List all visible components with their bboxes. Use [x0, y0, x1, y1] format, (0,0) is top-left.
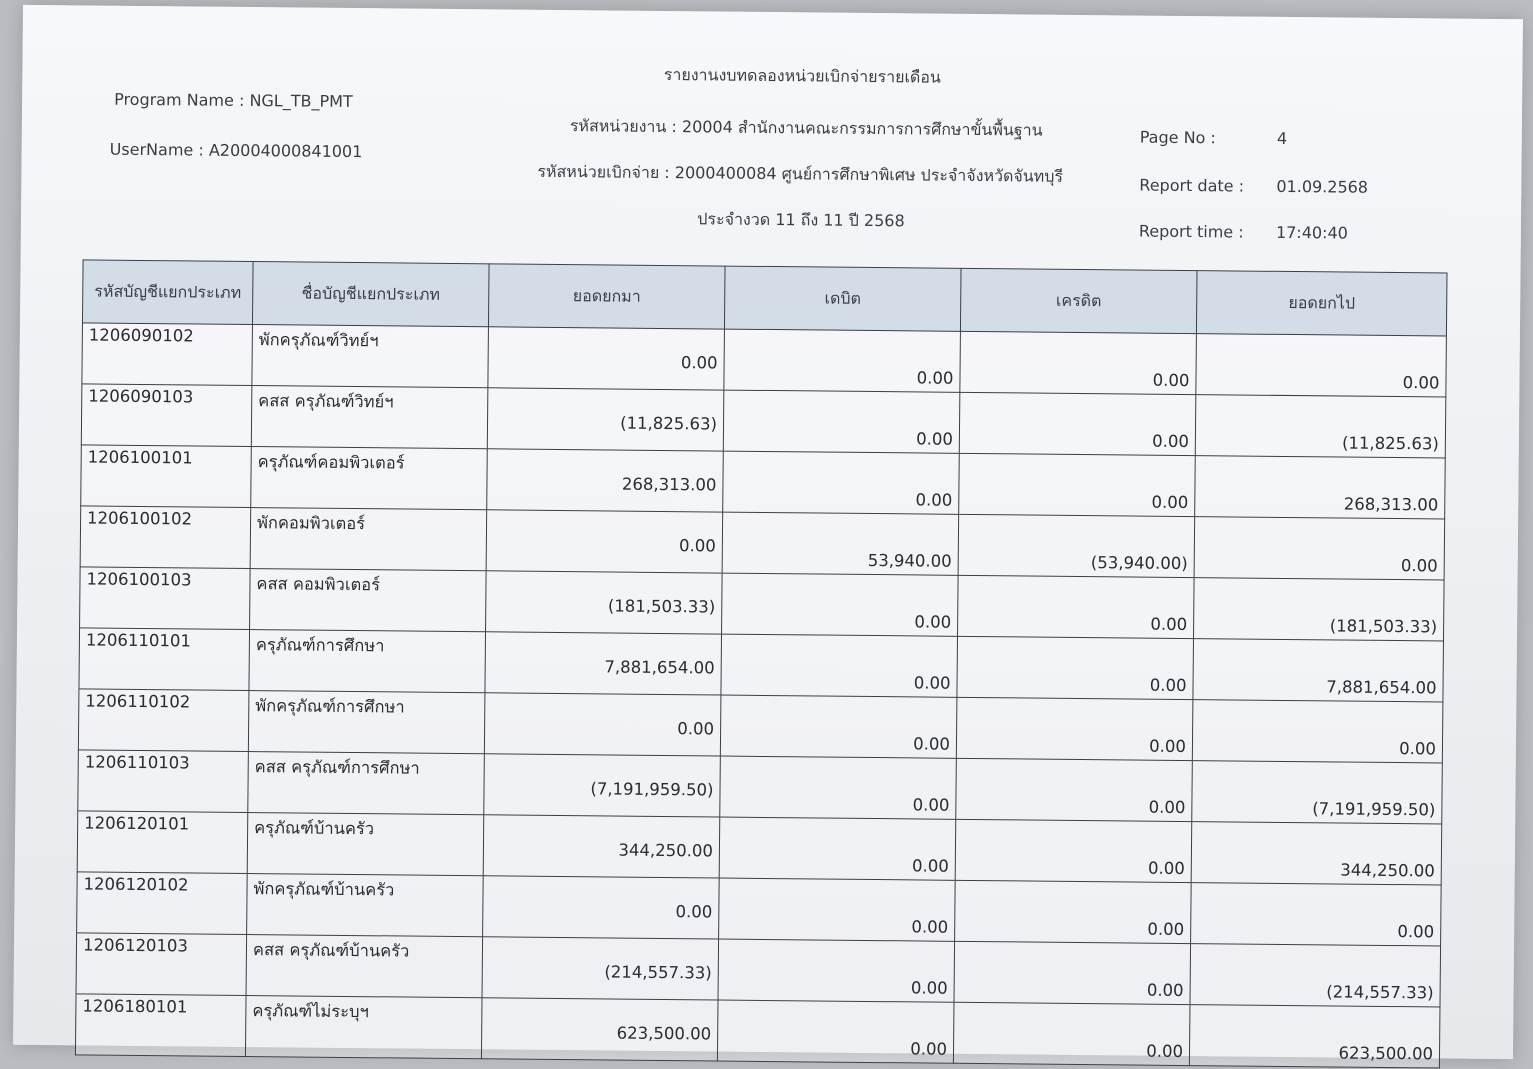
credit-amount: 0.00 — [957, 636, 1194, 699]
col-header-closing-balance: ยอดยกไป — [1196, 271, 1447, 336]
trial-balance-table — [75, 259, 1448, 1068]
opening-balance: 7,881,654.00 — [485, 632, 722, 695]
credit-amount: 0.00 — [960, 331, 1197, 394]
credit-amount: 0.00 — [959, 453, 1196, 516]
account-name: พักครุภัณฑ์วิทย์ฯ — [252, 325, 489, 388]
account-name: คสส ครุภัณฑ์บ้านครัว — [246, 935, 483, 998]
disbursing-line — [537, 160, 1063, 190]
report-time-value: 17:40:40 — [1275, 222, 1348, 243]
closing-balance: 623,500.00 — [1189, 1005, 1440, 1068]
closing-balance: (7,191,959.50) — [1192, 761, 1443, 824]
opening-balance: 0.00 — [486, 510, 723, 573]
debit-amount: 0.00 — [717, 1000, 954, 1063]
program-name-value: NGL_TB_PMT — [249, 91, 353, 111]
debit-amount: 0.00 — [719, 878, 956, 941]
account-code: 1206110103 — [78, 750, 249, 813]
closing-balance: 7,881,654.00 — [1193, 639, 1444, 702]
agency-value: 20004 สำนักงานคณะกรรมการการศึกษาขั้นพื้นฐาน — [681, 117, 1043, 140]
opening-balance: (181,503.33) — [486, 571, 723, 634]
debit-amount: 0.00 — [724, 329, 961, 392]
account-name: ครุภัณฑ์การศึกษา — [249, 630, 486, 693]
closing-balance: 0.00 — [1191, 883, 1442, 946]
program-name — [114, 90, 353, 111]
account-code: 1206090103 — [81, 384, 252, 447]
closing-balance: 268,313.00 — [1195, 456, 1446, 519]
account-code: 1206100103 — [80, 567, 251, 630]
account-name: พักครุภัณฑ์การศึกษา — [248, 691, 485, 754]
agency-line — [570, 114, 1043, 144]
col-header-account-code: รหัสบัญชีแยกประเภท — [82, 260, 253, 325]
opening-balance: 623,500.00 — [481, 998, 718, 1061]
closing-balance: (181,503.33) — [1193, 578, 1444, 641]
opening-balance: 344,250.00 — [483, 815, 720, 878]
opening-balance: (214,557.33) — [482, 937, 719, 1000]
debit-amount: 0.00 — [720, 695, 957, 758]
account-code: 1206120101 — [77, 811, 248, 874]
col-header-opening-balance: ยอดยกมา — [488, 264, 725, 329]
closing-balance: 0.00 — [1196, 334, 1447, 397]
account-code: 1206120103 — [76, 933, 247, 996]
opening-balance: 0.00 — [484, 693, 721, 756]
user-name-value: A20004000841001 — [208, 140, 363, 162]
disbursing-value: 2000400084 ศูนย์การศึกษาพิเศษ ประจำจังหวัดจันทบุรี — [674, 163, 1064, 186]
account-name: คสส คอมพิวเตอร์ — [250, 569, 487, 632]
debit-amount: 0.00 — [723, 451, 960, 514]
closing-balance: (214,557.33) — [1190, 944, 1441, 1007]
report-sheet — [13, 5, 1523, 1064]
credit-amount: (53,940.00) — [958, 514, 1195, 577]
credit-amount: 0.00 — [959, 392, 1196, 455]
col-header-account-name: ชื่อบัญชีแยกประเภท — [252, 262, 489, 327]
account-code: 1206110102 — [78, 689, 249, 752]
credit-amount: 0.00 — [954, 941, 1191, 1004]
opening-balance: 0.00 — [483, 876, 720, 939]
account-code: 1206090102 — [82, 323, 253, 386]
opening-balance: (7,191,959.50) — [484, 754, 721, 817]
user-name-label: UserName : — [109, 139, 204, 160]
account-name: ครุภัณฑ์ไม่ระบุฯ — [245, 996, 482, 1059]
debit-amount: 0.00 — [721, 634, 958, 697]
closing-balance: (11,825.63) — [1195, 395, 1446, 458]
debit-amount: 0.00 — [722, 573, 959, 636]
user-name — [110, 140, 363, 161]
opening-balance: 0.00 — [488, 327, 725, 390]
credit-amount: 0.00 — [955, 880, 1192, 943]
report-time — [1139, 222, 1348, 243]
table-row — [75, 994, 1440, 1068]
report-title: รายงานงบทดลองหน่วยเบิกจ่ายรายเดือน — [663, 64, 941, 87]
disbursing-label: รหัสหน่วยเบิกจ่าย : — [537, 161, 670, 183]
credit-amount: 0.00 — [956, 758, 1193, 821]
opening-balance: (11,825.63) — [487, 388, 724, 451]
account-name: พักคอมพิวเตอร์ — [250, 508, 487, 571]
debit-amount: 0.00 — [720, 756, 957, 819]
report-date — [1139, 176, 1368, 197]
account-code: 1206180101 — [75, 994, 246, 1057]
account-code: 1206100102 — [80, 506, 251, 569]
debit-amount: 0.00 — [723, 390, 960, 453]
account-name: พักครุภัณฑ์บ้านครัว — [247, 874, 484, 937]
account-name: ครุภัณฑ์คอมพิวเตอร์ — [251, 447, 488, 510]
col-header-credit: เครดิต — [960, 268, 1197, 333]
debit-amount: 0.00 — [718, 939, 955, 1002]
credit-amount: 0.00 — [958, 575, 1195, 638]
agency-label: รหัสหน่วยงาน : — [569, 116, 677, 137]
closing-balance: 344,250.00 — [1191, 822, 1442, 885]
credit-amount: 0.00 — [953, 1002, 1190, 1065]
page-number-value: 4 — [1276, 128, 1288, 148]
page-number — [1140, 128, 1287, 148]
report-period: ประจำงวด 11 ถึง 11 ปี 2568 — [697, 209, 905, 231]
opening-balance: 268,313.00 — [487, 449, 724, 512]
col-header-debit: เดบิต — [724, 266, 961, 331]
debit-amount: 0.00 — [719, 817, 956, 880]
account-code: 1206100101 — [81, 445, 252, 508]
program-name-label: Program Name : — [114, 89, 245, 110]
page-number-label: Page No : — [1139, 127, 1216, 148]
debit-amount: 53,940.00 — [722, 512, 959, 575]
credit-amount: 0.00 — [956, 697, 1193, 760]
closing-balance: 0.00 — [1194, 517, 1445, 580]
account-name: ครุภัณฑ์บ้านครัว — [247, 813, 484, 876]
account-code: 1206120102 — [77, 872, 248, 935]
report-time-label: Report time : — [1138, 221, 1244, 242]
account-name: คสส ครุภัณฑ์วิทย์ฯ — [251, 386, 488, 449]
closing-balance: 0.00 — [1192, 700, 1443, 763]
report-date-label: Report date : — [1139, 175, 1245, 196]
account-code: 1206110101 — [79, 628, 250, 691]
account-name: คสส ครุภัณฑ์การศึกษา — [248, 752, 485, 815]
credit-amount: 0.00 — [955, 819, 1192, 882]
report-date-value: 01.09.2568 — [1276, 176, 1369, 197]
